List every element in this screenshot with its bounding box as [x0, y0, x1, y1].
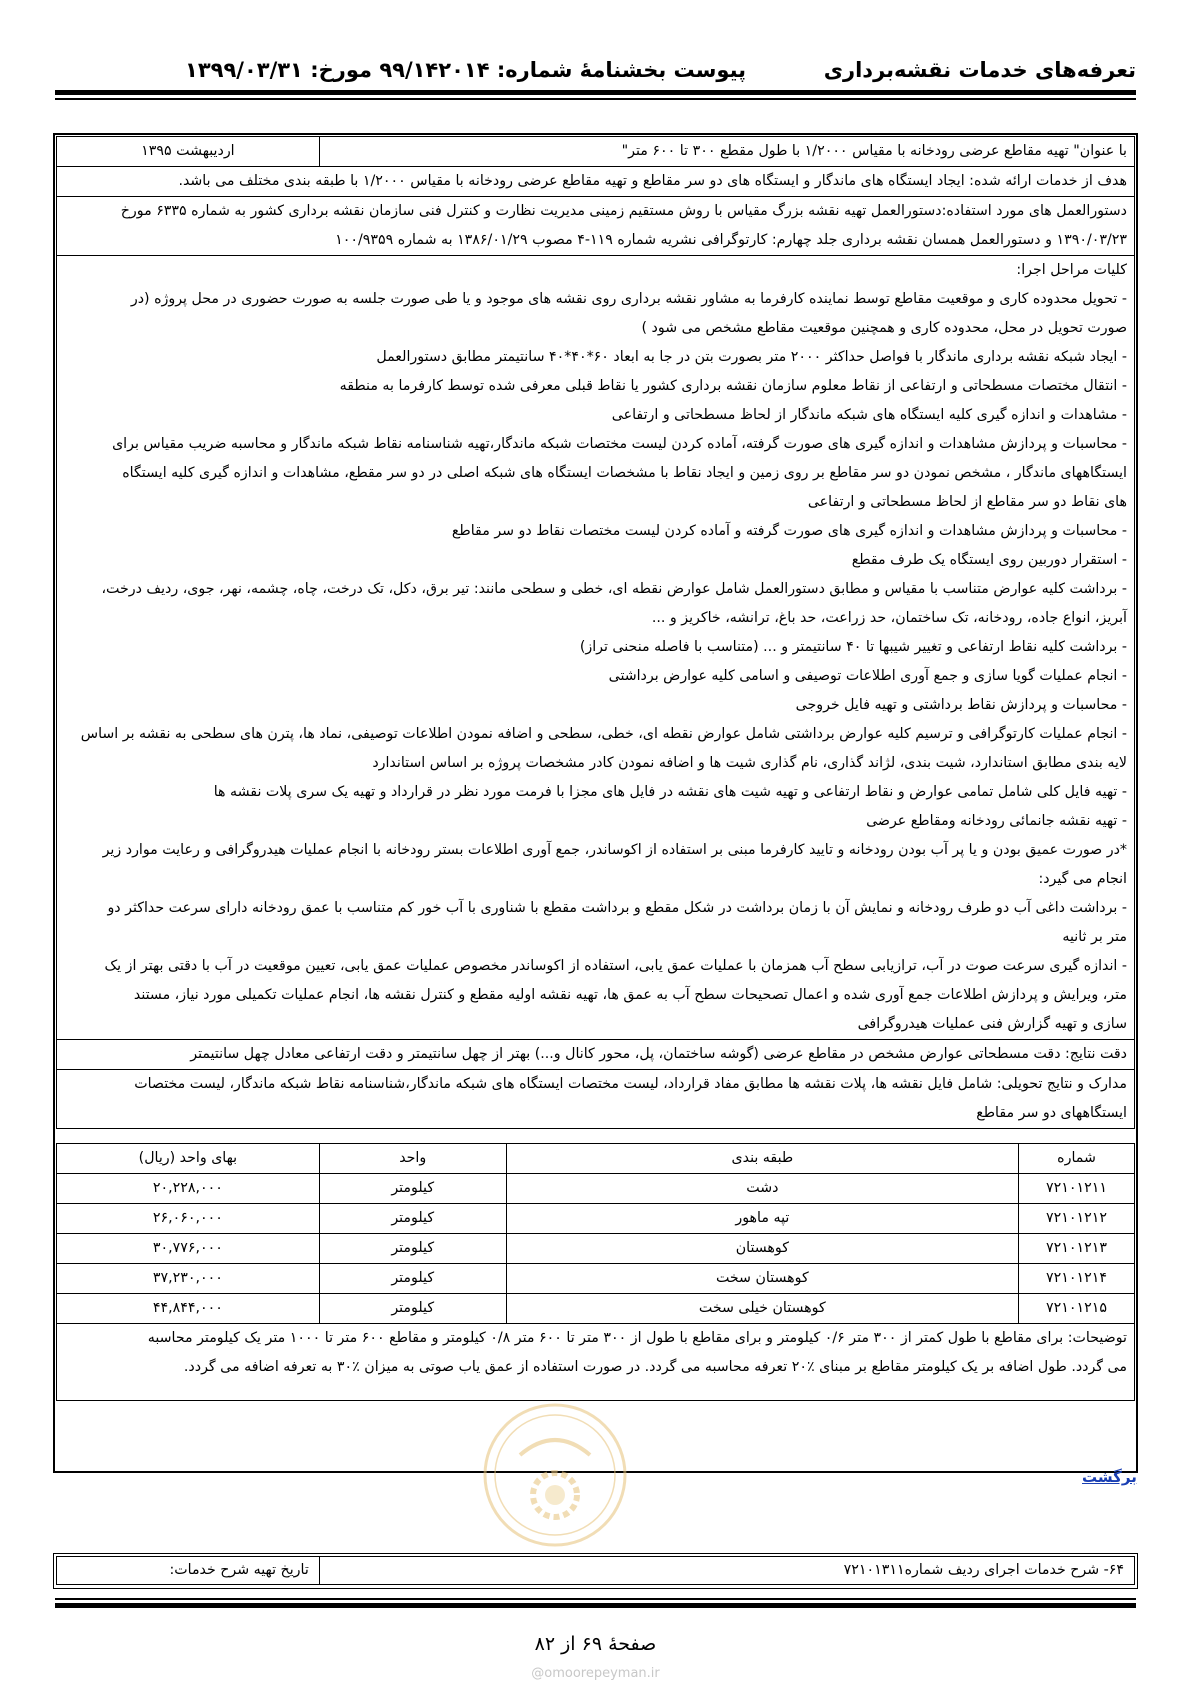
step-line: لایه بندی مطابق استاندارد، شیت بندی، لژاند گذاری، نام گذاری شیت ها و اضافه نمودن کادر مشخصات پروژه بر اساس استاندارد [372, 755, 1127, 771]
step-line: - مشاهدات و اندازه گیری کلیه ایستگاه های شبکه ماندگار از لحاظ مسطحاتی و ارتفاعی [611, 407, 1127, 423]
footer-date-label: تاریخ تهیه شرح خدمات: [57, 1557, 320, 1585]
row-class: کوهستان سخت [506, 1264, 1018, 1294]
row-unit: کیلومتر [319, 1294, 506, 1324]
accuracy-row [57, 1040, 1135, 1070]
step-line: - تحویل محدوده کاری و موقعیت مقاطع توسط نماینده کارفرما به مشاور نقشه برداری روی نقشه های موجود و یا طی صورت جلسه به صورت حضوری در محل پروژه (در [130, 291, 1127, 307]
header-code: شماره [1019, 1144, 1135, 1174]
watermark-seal [480, 1400, 630, 1550]
table-row [57, 1264, 1135, 1294]
watermark-text: @omoorepeyman.ir [531, 1666, 660, 1681]
step-line: - برداشت کلیه نقاط ارتفاعی و تغییر شیبها تا ۴۰ سانتیمتر و ... (متناسب با فاصله منحنی تراز) [579, 639, 1127, 655]
goal-row [57, 167, 1135, 197]
step-line: آبریز، انواع جاده، رودخانه، تک ساختمان، حد زراعت، حد باغ، ترانشه، خاکریز و ... [651, 610, 1127, 626]
step-line: - برداشت کلیه عوارض متناسب با مقیاس و مطابق دستورالعمل شامل عوارض نقطه ای، خطی و سطحی مانند: تیر برق، دکل، تک درخت، چاه، چشمه، نهر، جوی، ردیف درخت، [101, 581, 1127, 597]
step-line: - انتقال مختصات مسطحاتی و ارتفاعی از نقاط معلوم سازمان نقشه برداری کشور یا نقاط قبلی معرفی شده توسط کارفرما به منطقه [339, 378, 1127, 394]
footer-table [56, 1556, 1135, 1585]
spec-deliverables [57, 1070, 1135, 1129]
step-line: *در صورت عمیق بودن و یا پر آب بودن رودخانه و تایید کارفرما مبنی بر استفاده از اکوساندر، جمع آوری اطلاعات بستر رودخانه با انجام عملیات هیدروگرافی و رعایت موارد زیر [102, 842, 1127, 858]
table-row [57, 1294, 1135, 1324]
title-row [57, 137, 1135, 167]
spec-title: با عنوان" تهیه مقاطع عرضی رودخانه با مقیاس ۱/۲۰۰۰ با طول مقطع ۳۰۰ تا ۶۰۰ متر" [319, 137, 1134, 167]
step-line: - انجام عملیات کارتوگرافی و ترسیم کلیه عوارض برداشتی شامل عوارض نقطه ای، خطی، سطحی و اضافه نمودن اطلاعات توصیفی، نماد ها، پترن های سطحی به نقشه بر اساس [80, 726, 1127, 742]
row-price: ۳۷,۲۳۰,۰۰۰ [57, 1264, 320, 1294]
table-row [57, 1204, 1135, 1234]
step-line: - ایجاد شبکه نقشه برداری ماندگار با فواصل حداکثر ۲۰۰۰ متر بصورت بتن در جا به ابعاد ۶۰*۴۰*۴۰ سانتیمتر مطابق دستورالعمل [376, 349, 1127, 365]
deliverables-line: ایستگاههای دو سر مقاطع [976, 1105, 1127, 1121]
spec-instructions [57, 197, 1135, 256]
steps-row [57, 256, 1135, 1040]
row-price: ۳۰,۷۷۶,۰۰۰ [57, 1234, 320, 1264]
footer-rule-thick [55, 1603, 1136, 1608]
spec-goal: هدف از خدمات ارائه شده: ایجاد ایستگاه های ماندگار و ایستگاه های دو سر مقاطع و تهیه مقاطع عرضی رودخانه با مقیاس ۱/۲۰۰۰ با طبقه بندی مختلف می باشد. [57, 167, 1135, 197]
page-header [55, 58, 1136, 94]
row-code: ۷۲۱۰۱۲۱۲ [1019, 1204, 1135, 1234]
row-price: ۴۴,۸۴۴,۰۰۰ [57, 1294, 320, 1324]
header-class: طبقه بندی [506, 1144, 1018, 1174]
row-price: ۲۰,۲۲۸,۰۰۰ [57, 1174, 320, 1204]
row-class: تپه ماهور [506, 1204, 1018, 1234]
step-line: صورت تحویل در محل، محدوده کاری و همچنین موقعیت مقاطع مشخص می شود ) [641, 320, 1127, 336]
step-line: متر، ویرایش و پردازش اطلاعات جمع آوری شده و اعمال تصحیحات سطح آب به عمق ها، تهیه نقشه اولیه مقطع و کنترل نقشه ها، انجام عملیات تکمیلی مورد نیاز، مستند [133, 987, 1127, 1003]
step-line: - اندازه گیری سرعت صوت در آب، ترازیابی سطح آب همزمان با عملیات عمق یابی، استفاده از اکوساندر مخصوص عملیات عمق یابی، تعیین موقعیت در آب با دقتی بهتر از یک [104, 958, 1127, 974]
notes-row [57, 1324, 1135, 1401]
row-unit: کیلومتر [319, 1264, 506, 1294]
service-spec-table [56, 136, 1135, 1401]
spec-steps [57, 256, 1135, 1040]
header-rule-thick [55, 90, 1136, 95]
row-unit: کیلومتر [319, 1204, 506, 1234]
row-unit: کیلومتر [319, 1234, 506, 1264]
footer-description: ۶۴- شرح خدمات اجرای ردیف شماره۷۲۱۰۱۳۱۱ [319, 1557, 1134, 1585]
row-code: ۷۲۱۰۱۲۱۵ [1019, 1294, 1135, 1324]
spec-date: اردیبهشت ۱۳۹۵ [57, 137, 320, 167]
table-row [57, 1174, 1135, 1204]
row-code: ۷۲۱۰۱۲۱۴ [1019, 1264, 1135, 1294]
step-line: - محاسبات و پردازش مشاهدات و اندازه گیری های صورت گرفته، آماده کردن لیست مختصات شبکه ماندگار،تهیه شناسنامه نقاط شبکه ماندگار و محاسبه ضریب مقیاس برای [112, 436, 1127, 452]
table-row [57, 1234, 1135, 1264]
row-code: ۷۲۱۰۱۲۱۱ [1019, 1174, 1135, 1204]
header-rule-thin [55, 98, 1136, 100]
step-line: - تهیه نقشه جانمائی رودخانه ومقاطع عرضی [866, 813, 1127, 829]
instruction-line: دستورالعمل های مورد استفاده:دستورالعمل تهیه نقشه بزرگ مقیاس با روش مستقیم زمینی مدیریت نظارت و کنترل فنی سازمان نقشه برداری کشور به شماره ۶۳۳۵ مورخ [120, 203, 1127, 219]
row-class: کوهستان [506, 1234, 1018, 1264]
step-line: سازی و تهیه گزارش فنی عملیات هیدروگرافی [857, 1016, 1127, 1032]
deliverables-row [57, 1070, 1135, 1129]
page-number: صفحهٔ ۶۹ از ۸۲ [534, 1633, 657, 1655]
price-table-header [57, 1144, 1135, 1174]
row-unit: کیلومتر [319, 1174, 506, 1204]
step-line: - برداشت داغی آب دو طرف رودخانه و نمایش آن با زمان برداشت در شکل مقطع و برداشت مقطع با شناوری با آب خور کم متناسب با عمق رودخانه دارای سرعت حداکثر دو [107, 900, 1127, 916]
step-line: - محاسبات و پردازش مشاهدات و اندازه گیری های صورت گرفته و آماده کردن لیست مختصات نقاط دو سر مقاطع [451, 523, 1127, 539]
steps-title: کلیات مراحل اجرا: [1016, 262, 1127, 278]
spacer [57, 1129, 1135, 1144]
row-class: دشت [506, 1174, 1018, 1204]
header-title: تعرفه‌های خدمات نقشه‌برداری [823, 58, 1136, 82]
step-line: ایستگاههای ماندگار ، مشخص نمودن دو سر مقاطع بر روی زمین و ایجاد نقاط با مشخصات ایستگاه های شبکه اصلی در دو سر مقطع، مشاهدات و اندازه گیری کلیه ایستگاه [122, 465, 1127, 481]
step-line: - محاسبات و پردازش نقاط برداشتی و تهیه فایل خروجی [795, 697, 1127, 713]
row-code: ۷۲۱۰۱۲۱۳ [1019, 1234, 1135, 1264]
step-line: های نقاط دو سر مقاطع از لحاظ مسطحاتی و ارتفاعی [807, 494, 1127, 510]
notes-line: توضیحات: برای مقاطع با طول کمتر از ۳۰۰ متر ۰/۶ کیلومتر و برای مقاطع با طول از ۳۰۰ متر تا ۶۰۰ متر ۰/۸ کیلومتر و مقاطع ۶۰۰ متر تا ۱۰۰۰ متر یک کیلومتر محاسبه [147, 1330, 1127, 1346]
header-price: بهای واحد (ریال) [57, 1144, 320, 1174]
step-line: متر بر ثانیه [1062, 929, 1127, 945]
row-class: کوهستان خیلی سخت [506, 1294, 1018, 1324]
header-unit: واحد [319, 1144, 506, 1174]
instructions-row [57, 197, 1135, 256]
row-price: ۲۶,۰۶۰,۰۰۰ [57, 1204, 320, 1234]
step-line: انجام می گیرد: [1038, 871, 1127, 887]
notes-line: می گردد. طول اضافه بر یک کیلومتر مقاطع بر مبنای ٪۲۰ تعرفه محاسبه می گردد. در صورت استفاده از عمق یاب صوتی به میزان ٪۳۰ به تعرفه اضافه می گردد. [183, 1359, 1127, 1375]
deliverables-line: مدارک و نتایج تحویلی: شامل فایل نقشه ها، پلات نقشه ها مطابق مفاد قرارداد، لیست مختصات ایستگاه های شبکه ماندگار،شناسنامه نقاط شبکه ماندگار، لیست مختصات [134, 1076, 1127, 1092]
step-line: - تهیه فایل کلی شامل تمامی عوارض و نقاط ارتفاعی و تهیه شیت های نقشه در فایل های مجزا با فرمت مورد نظر در قرارداد و تهیه یک سری پلات نقشه ها [213, 784, 1127, 800]
header-circular: پیوست بخشنامهٔ شماره: ۹۹/۱۴۲۰۱۴ مورخ: ۱۳۹۹/۰۳/۳۱ [185, 58, 747, 82]
step-line: - استقرار دوربین روی ایستگاه یک طرف مقطع [851, 552, 1127, 568]
step-line: - انجام عملیات گویا سازی و جمع آوری اطلاعات توصیفی و اسامی کلیه عوارض برداشتی [608, 668, 1127, 684]
back-link[interactable]: برگشت [1082, 1468, 1137, 1486]
instruction-line: ۱۳۹۰/۰۳/۲۳ و دستورالعمل همسان نقشه برداری جلد چهارم: کارتوگرافی نشریه شماره ۱۱۹-۴ مصوب ۱۳۸۶/۰۱/۲۹ به شماره ۱۰۰/۹۳۵۹ [335, 232, 1127, 248]
spec-notes [57, 1324, 1135, 1401]
footer-rule-thin [55, 1598, 1136, 1600]
spec-accuracy: دقت نتایج: دقت مسطحاتی عوارض مشخص در مقاطع عرضی (گوشه ساختمان، پل، محور کانال و...) بهتر از چهل سانتیمتر و دقت ارتفاعی معادل چهل سانتیمتر [57, 1040, 1135, 1070]
